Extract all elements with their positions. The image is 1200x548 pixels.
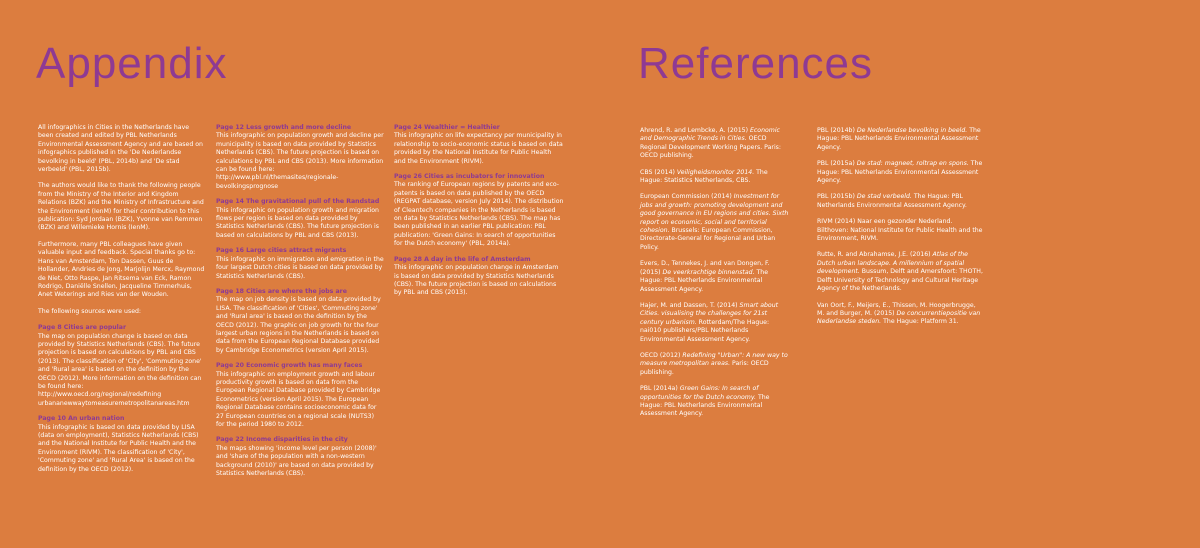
appendix-title: Appendix bbox=[36, 39, 228, 88]
appendix-column-1 bbox=[38, 124, 206, 481]
source-section-title: Page 16 Large cities attract migrants bbox=[216, 247, 347, 255]
source-section bbox=[38, 324, 206, 408]
source-section-body: This infographic on population growth and migration flows per region is based on data provided by Statistics Netherlands (CBS). The future projection is based on calculations by PBL and CBS (2013). bbox=[216, 206, 379, 239]
references-column-2 bbox=[817, 127, 983, 335]
reference-entry: PBL (2014a) Green Gains: In search of opportunities for the Dutch economy. The Hague: PBL Netherlands Environmental Assessment Agency. bbox=[640, 385, 770, 418]
source-section-title: Page 24 Wealthier = Healthier bbox=[394, 124, 500, 131]
intro-paragraph: Furthermore, many PBL colleagues have given valuable input and feedback. Special thanks go to: Hans van Amsterdam, Ton Dassen, Guus de Hollander, Andries de Jong, Marjolijn Mercx, Raymond de Niet, Otto Raspe, Jan Ritsema van Eck, Ramon Rodrigo, Daniëlle Snellen, Jacqueline Timmerhuis, Anet Weterings and Ries van der Wouden. bbox=[38, 240, 205, 299]
source-section-body: This infographic on population change in Amsterdam is based on data provided by Statistics Netherlands (CBS). The future projection is based on calculations by PBL and CBS (2013). bbox=[394, 264, 559, 297]
source-section bbox=[216, 436, 384, 478]
intro-paragraph: The authors would like to thank the following people from the Ministry of the Interior and Kingdom Relations (BZK) and the Ministry of Infrastructure and the Environment (IenM) for their contribution to this publication: Syd Jordaan (BZK), Yvonne van Remmen (BZK) and Willemieke Hornis (IenM). bbox=[38, 182, 204, 232]
source-section bbox=[394, 173, 564, 249]
source-section-title: Page 22 Income disparities in the city bbox=[216, 436, 348, 444]
source-section bbox=[216, 124, 384, 191]
reference-entry: Hajer, M. and Dassen, T. (2014) Smart about Cities. visualising the challenges for 21st century urbanism. Rotterdam/The Hague: nai010 publishers/PBL Netherlands Environmental Assessment Agency. bbox=[640, 301, 779, 343]
source-section-body: The maps showing 'income level per person (2008)' and 'share of the population with a non-western background (2010)' are based on data provided by Statistics Netherlands (CBS). bbox=[216, 444, 377, 478]
source-section bbox=[38, 415, 206, 474]
source-section-title: Page 18 Cities are where the jobs are bbox=[216, 287, 347, 295]
source-section-body: This infographic on life expectancy per municipality in relationship to socio-economic status is based on data provided by the National Institute for Public Health and the Environment (RIVM). bbox=[394, 132, 563, 165]
source-section bbox=[216, 362, 384, 429]
source-section-title: Page 20 Economic growth has many faces bbox=[216, 362, 363, 370]
references-column-1 bbox=[640, 127, 790, 427]
reference-entry: Evers, D., Tennekes, J. and van Dongen, F. (2015) De veerkrachtige binnenstad. The Hague: PBL Netherlands Environmental Assessment Agency. bbox=[640, 260, 770, 293]
source-section-title: Page 12 Less growth and more decline bbox=[216, 124, 352, 131]
source-section bbox=[394, 256, 564, 298]
source-section bbox=[394, 124, 564, 166]
source-section-body: The map on population change is based on data provided by Statistics Netherlands (CBS). The future projection is based on calculations by PBL and CBS (2013). The classification of 'City', 'Commuting zone' and 'Rural area' is based on the definition by the OECD (2012). More information on the definition can be found here: http://www.oecd.org/regional/redefining urbananewwaytomeasuremetropolitanareas.htm bbox=[38, 332, 202, 407]
reference-entry: Ahrend, R. and Lembcke, A. (2015) Economic and Demographic Trends in Cities. OECD Regional Development Working Papers. Paris: OECD publishing. bbox=[640, 127, 781, 160]
appendix-column-2 bbox=[216, 124, 384, 485]
source-section bbox=[216, 288, 384, 355]
reference-entry: PBL (2015a) De stad: magneet, roltrap en spons. The Hague: PBL Netherlands Environmental Assessment Agency. bbox=[817, 160, 983, 185]
source-section-body: This infographic on employment growth and labour productivity growth is based on data from the European Regional Database provided by Cambridge Econometrics (version April 2015). The European Regional Database contains socioeconomic data for 27 European countries on a regional scale (NUTS3) for the period 1980 to 2012. bbox=[216, 370, 381, 428]
appendix-column-3 bbox=[394, 124, 564, 305]
source-section-body: The ranking of European regions by patents and eco-patents is based on data published by the OECD (REGPAT database, version July 2014). The distribution of Cleantech companies in the Netherlands is based on data by Statistics Netherlands (CBS). The map has been published in an earlier PBL publication: PBL publication: 'Green Gains: In search of opportunities for the Dutch economy' (PBL, 2014a). bbox=[394, 181, 564, 248]
source-section-title: Page 10 An urban nation bbox=[38, 415, 125, 423]
source-section bbox=[216, 198, 384, 240]
reference-entry: RIVM (2014) Naar een gezonder Nederland. Bilthoven: National Institute for Public Health and the Environment, RIVM. bbox=[817, 218, 983, 243]
intro-paragraph: The following sources were used: bbox=[38, 307, 142, 315]
reference-entry: European Commission (2014) Investment for jobs and growth: promoting development and good governance in EU regions and cities. Sixth report on economic, social and territorial cohesion. Brussels: European Commission, Directorate-General for Regional and Urban Policy. bbox=[640, 193, 789, 251]
source-section-body: This infographic on immigration and emigration in the four largest Dutch cities is based on data provided by Statistics Netherlands (CBS). bbox=[216, 255, 384, 280]
reference-entry: Rutte, R. and Abrahamse, J.E. (2016) Atlas of the Dutch urban landscape. A millennium of spatial development. Bussum, Delft and Amersfoort: THOTH, Delft University of Technology and Cultural Heritage Agency of the Netherlands. bbox=[817, 251, 983, 293]
reference-entry: PBL (2015b) De stad verbeeld. The Hague: PBL Netherlands Environmental Assessment Agency. bbox=[817, 193, 967, 209]
source-section-body: This infographic is based on data provided by LISA (data on employment), Statistics Netherlands (CBS) and the National Institute for Public Health and the Environment (RIVM). The classification of 'City', 'Commuting zone' and 'Rural Area' is based on the definition by the OECD (2012). bbox=[38, 423, 199, 473]
references-title: References bbox=[638, 39, 874, 88]
source-section-title: Page 14 The gravitational pull of the Randstad bbox=[216, 198, 380, 206]
reference-entry: OECD (2012) Redefining "Urban": A new way to measure metropolitan areas. Paris: OECD publishing. bbox=[640, 351, 788, 376]
source-section-body: The map on job density is based on data provided by LISA. The classification of 'Cities', 'Commuting zone' and 'Rural area' is based on the definition by the OECD (2012). The graphic on job growth for the four largest urban regions in the Netherlands is based on data from the European Regional Database provided by Cambridge Econometrics (version April 2015). bbox=[216, 296, 381, 354]
source-section-title: Page 8 Cities are popular bbox=[38, 324, 126, 332]
reference-entry: PBL (2014b) De Nederlandse bevolking in beeld. The Hague: PBL Netherlands Environmental Assessment Agency. bbox=[817, 127, 981, 151]
reference-entry: Van Oort, F., Meijers, E., Thissen, M. Hoogerbrugge, M. and Burger, M. (2015) De concurrentiepositie van Nederlandse steden. The Hague: Platform 31. bbox=[817, 301, 981, 326]
source-section-body: This infographic on population growth and decline per municipality is based on data provided by Statistics Netherlands (CBS). The future projection is based on calculations by PBL and CBS (2013). More information can be found here: http://www.pbl.nl/themasites/regionale-bevolkingsprognose bbox=[216, 132, 384, 190]
intro-paragraph: All infographics in Cities in the Netherlands have been created and edited by PBL Netherlands Environmental Assessment Agency and are based on infographics published in the 'De Nederlandse bevolking in beeld' (PBL, 2014b) and 'De stad verbeeld' (PBL, 2015b). bbox=[38, 124, 203, 174]
reference-entry: CBS (2014) Veiligheidsmonitor 2014. The Hague: Statistics Netherlands, CBS. bbox=[640, 168, 768, 185]
source-section-title: Page 26 Cities as incubators for innovation bbox=[394, 173, 545, 181]
source-section bbox=[216, 247, 384, 281]
source-section-title: Page 28 A day in the life of Amsterdam bbox=[394, 255, 531, 263]
